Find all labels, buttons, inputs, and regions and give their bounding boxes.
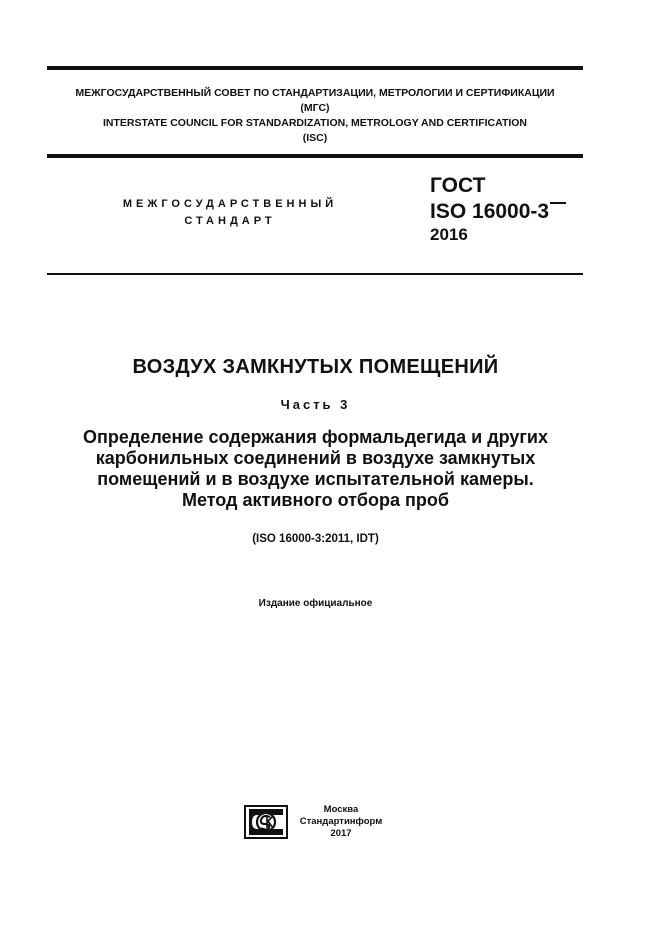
standard-kind-line1: МЕЖГОСУДАРСТВЕННЫЙ [122, 198, 338, 210]
document-subtitle [30, 427, 601, 511]
edition-note: Издание официальное [258, 598, 373, 609]
standard-designation [430, 173, 566, 245]
publisher-year: 2017 [330, 828, 352, 839]
designation-divider [47, 273, 583, 275]
iso-reference: (ISO 16000-3:2011, IDT) [252, 533, 379, 545]
designation-number-row [430, 199, 566, 224]
council-name-ru: МЕЖГОСУДАРСТВЕННЫЙ СОВЕТ ПО СТАНДАРТИЗАЦИИ, МЕТРОЛОГИИ И СЕРТИФИКАЦИИ [75, 87, 555, 99]
designation-number: ISO 16000-3 [430, 200, 550, 223]
publisher-city: Москва [323, 804, 359, 815]
designation-year: 2016 [430, 225, 468, 244]
subtitle-line: Определение содержания формальдегида и других [83, 427, 548, 447]
council-abbr-en: (ISC) [302, 132, 328, 144]
document-title: ВОЗДУХ ЗАМКНУТЫХ ПОМЕЩЕНИЙ [132, 356, 499, 378]
standard-kind-line2: СТАНДАРТ [184, 215, 276, 227]
subtitle-line: Метод активного отбора проб [181, 490, 450, 510]
council-header [47, 86, 583, 146]
publisher-name: Стандартинформ [299, 816, 383, 827]
publisher-info [296, 804, 386, 840]
standartinform-logo-icon [244, 805, 288, 839]
top-rule [47, 66, 583, 70]
standard-kind [95, 196, 365, 230]
subtitle-line: карбонильных соединений в воздухе замкнутых [95, 448, 536, 468]
council-name-en: INTERSTATE COUNCIL FOR STANDARDIZATION, METROLOGY AND CERTIFICATION [102, 117, 528, 129]
subtitle-line: помещений и в воздухе испытательной камеры. [97, 469, 534, 489]
part-number: Часть 3 [280, 397, 351, 412]
designation-prefix: ГОСТ [430, 174, 486, 197]
designation-dash [550, 202, 566, 204]
header-divider [47, 154, 583, 158]
council-abbr-ru: (МГС) [300, 102, 330, 114]
